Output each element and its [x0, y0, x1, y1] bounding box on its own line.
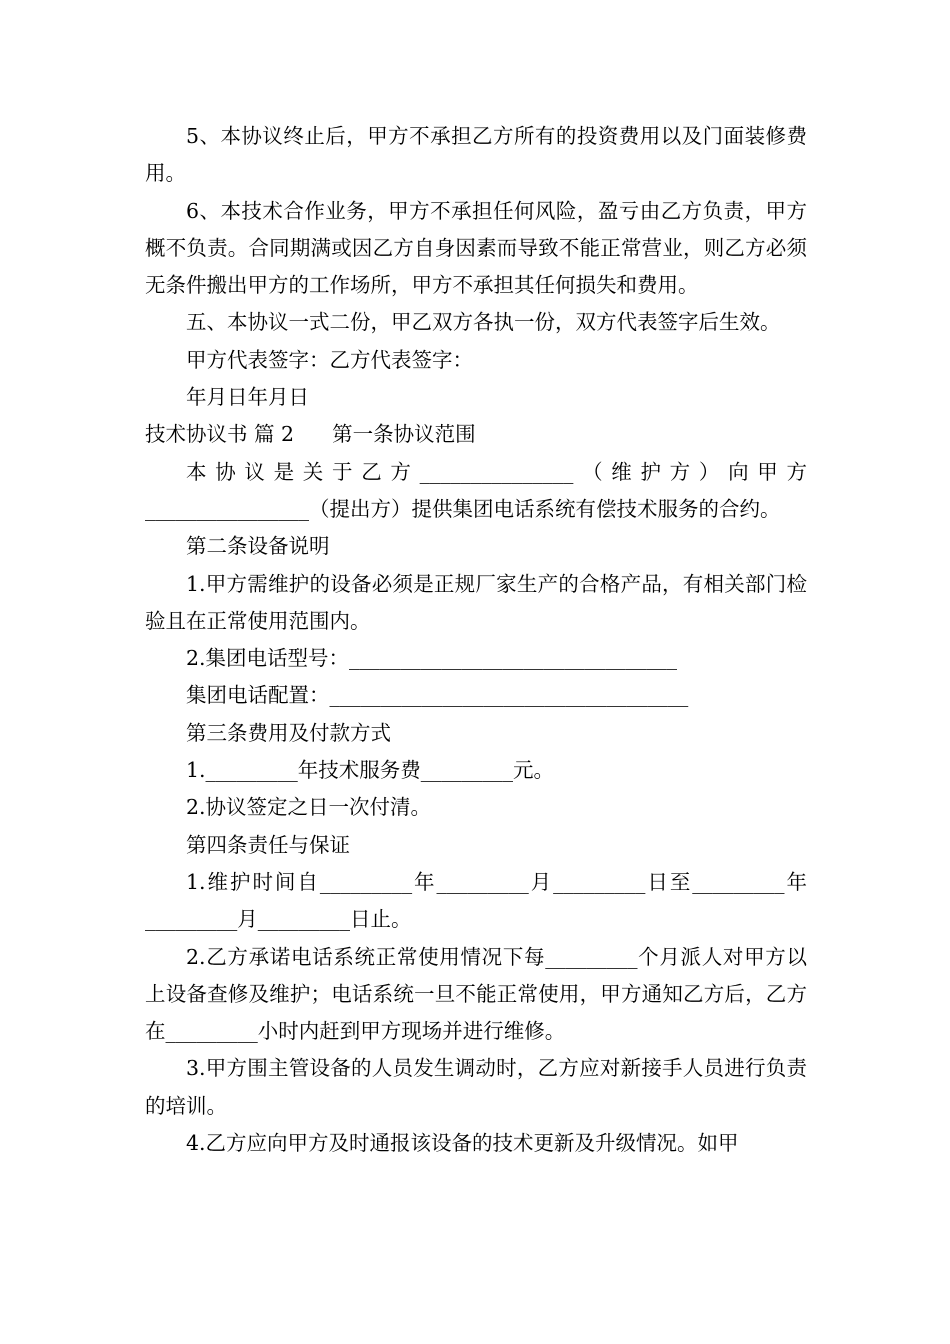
article-2-title: 第二条设备说明: [186, 534, 330, 559]
equipment-requirement: 1.甲方需维护的设备必须是正规厂家生产的合格产品，有相关部门检验且在正常使用范围内。: [145, 571, 807, 633]
paragraph-5-termination: 5、本协议终止后，甲方不承担乙方所有的投资费用以及门面装修费用。: [145, 124, 807, 186]
signature-line: 甲方代表签字：乙方代表签字：: [186, 347, 473, 372]
maintenance-commitment: 2.乙方承诺电话系统正常使用情况下每_________个月派人对甲方以上设备查修及维护；电话系统一旦不能正常使用，甲方通知乙方后，乙方在_________小时内赶到甲方现场并进行维修。: [145, 944, 807, 1044]
document-body: [145, 118, 807, 1162]
phone-config-line: 集团电话配置：___________________________________: [186, 683, 689, 708]
date-line: 年月日年月日: [186, 385, 309, 410]
section-title: 技术协议书 篇 2: [145, 422, 295, 447]
tech-update-notice: 4.乙方应向甲方及时通报该设备的技术更新及升级情况。如甲: [186, 1131, 739, 1156]
article-4-title: 第四条责任与保证: [186, 832, 350, 857]
article-3-title: 第三条费用及付款方式: [186, 720, 391, 745]
agreement-scope-paragraph: 本协议是关于乙方_______________（维护方）向甲方________________（提出方）提供集团电话系统有偿技术服务的合约。: [145, 459, 807, 521]
section-heading: [145, 416, 807, 453]
paragraph-copies: 五、本协议一式二份，甲乙双方各执一份，双方代表签字后生效。: [186, 310, 781, 335]
article-1-title: 第一条协议范围: [332, 422, 476, 447]
staff-training: 3.甲方围主管设备的人员发生调动时，乙方应对新接手人员进行负责的培训。: [145, 1056, 807, 1118]
payment-line: 2.协议签定之日一次付清。: [186, 795, 432, 820]
paragraph-6-risk: 6、本技术合作业务，甲方不承担任何风险，盈亏由乙方负责，甲方概不负责。合同期满或因乙方自身因素而导致不能正常营业，则乙方必须无条件搬出甲方的工作场所，甲方不承担其任何损失和费用。: [145, 198, 807, 298]
maintenance-period: 1.维护时间自_________年_________月_________日至_________年_________月_________日止。: [145, 869, 807, 932]
phone-model-line: 2.集团电话型号：________________________________: [186, 646, 678, 671]
service-fee-line: 1._________年技术服务费_________元。: [186, 758, 555, 783]
